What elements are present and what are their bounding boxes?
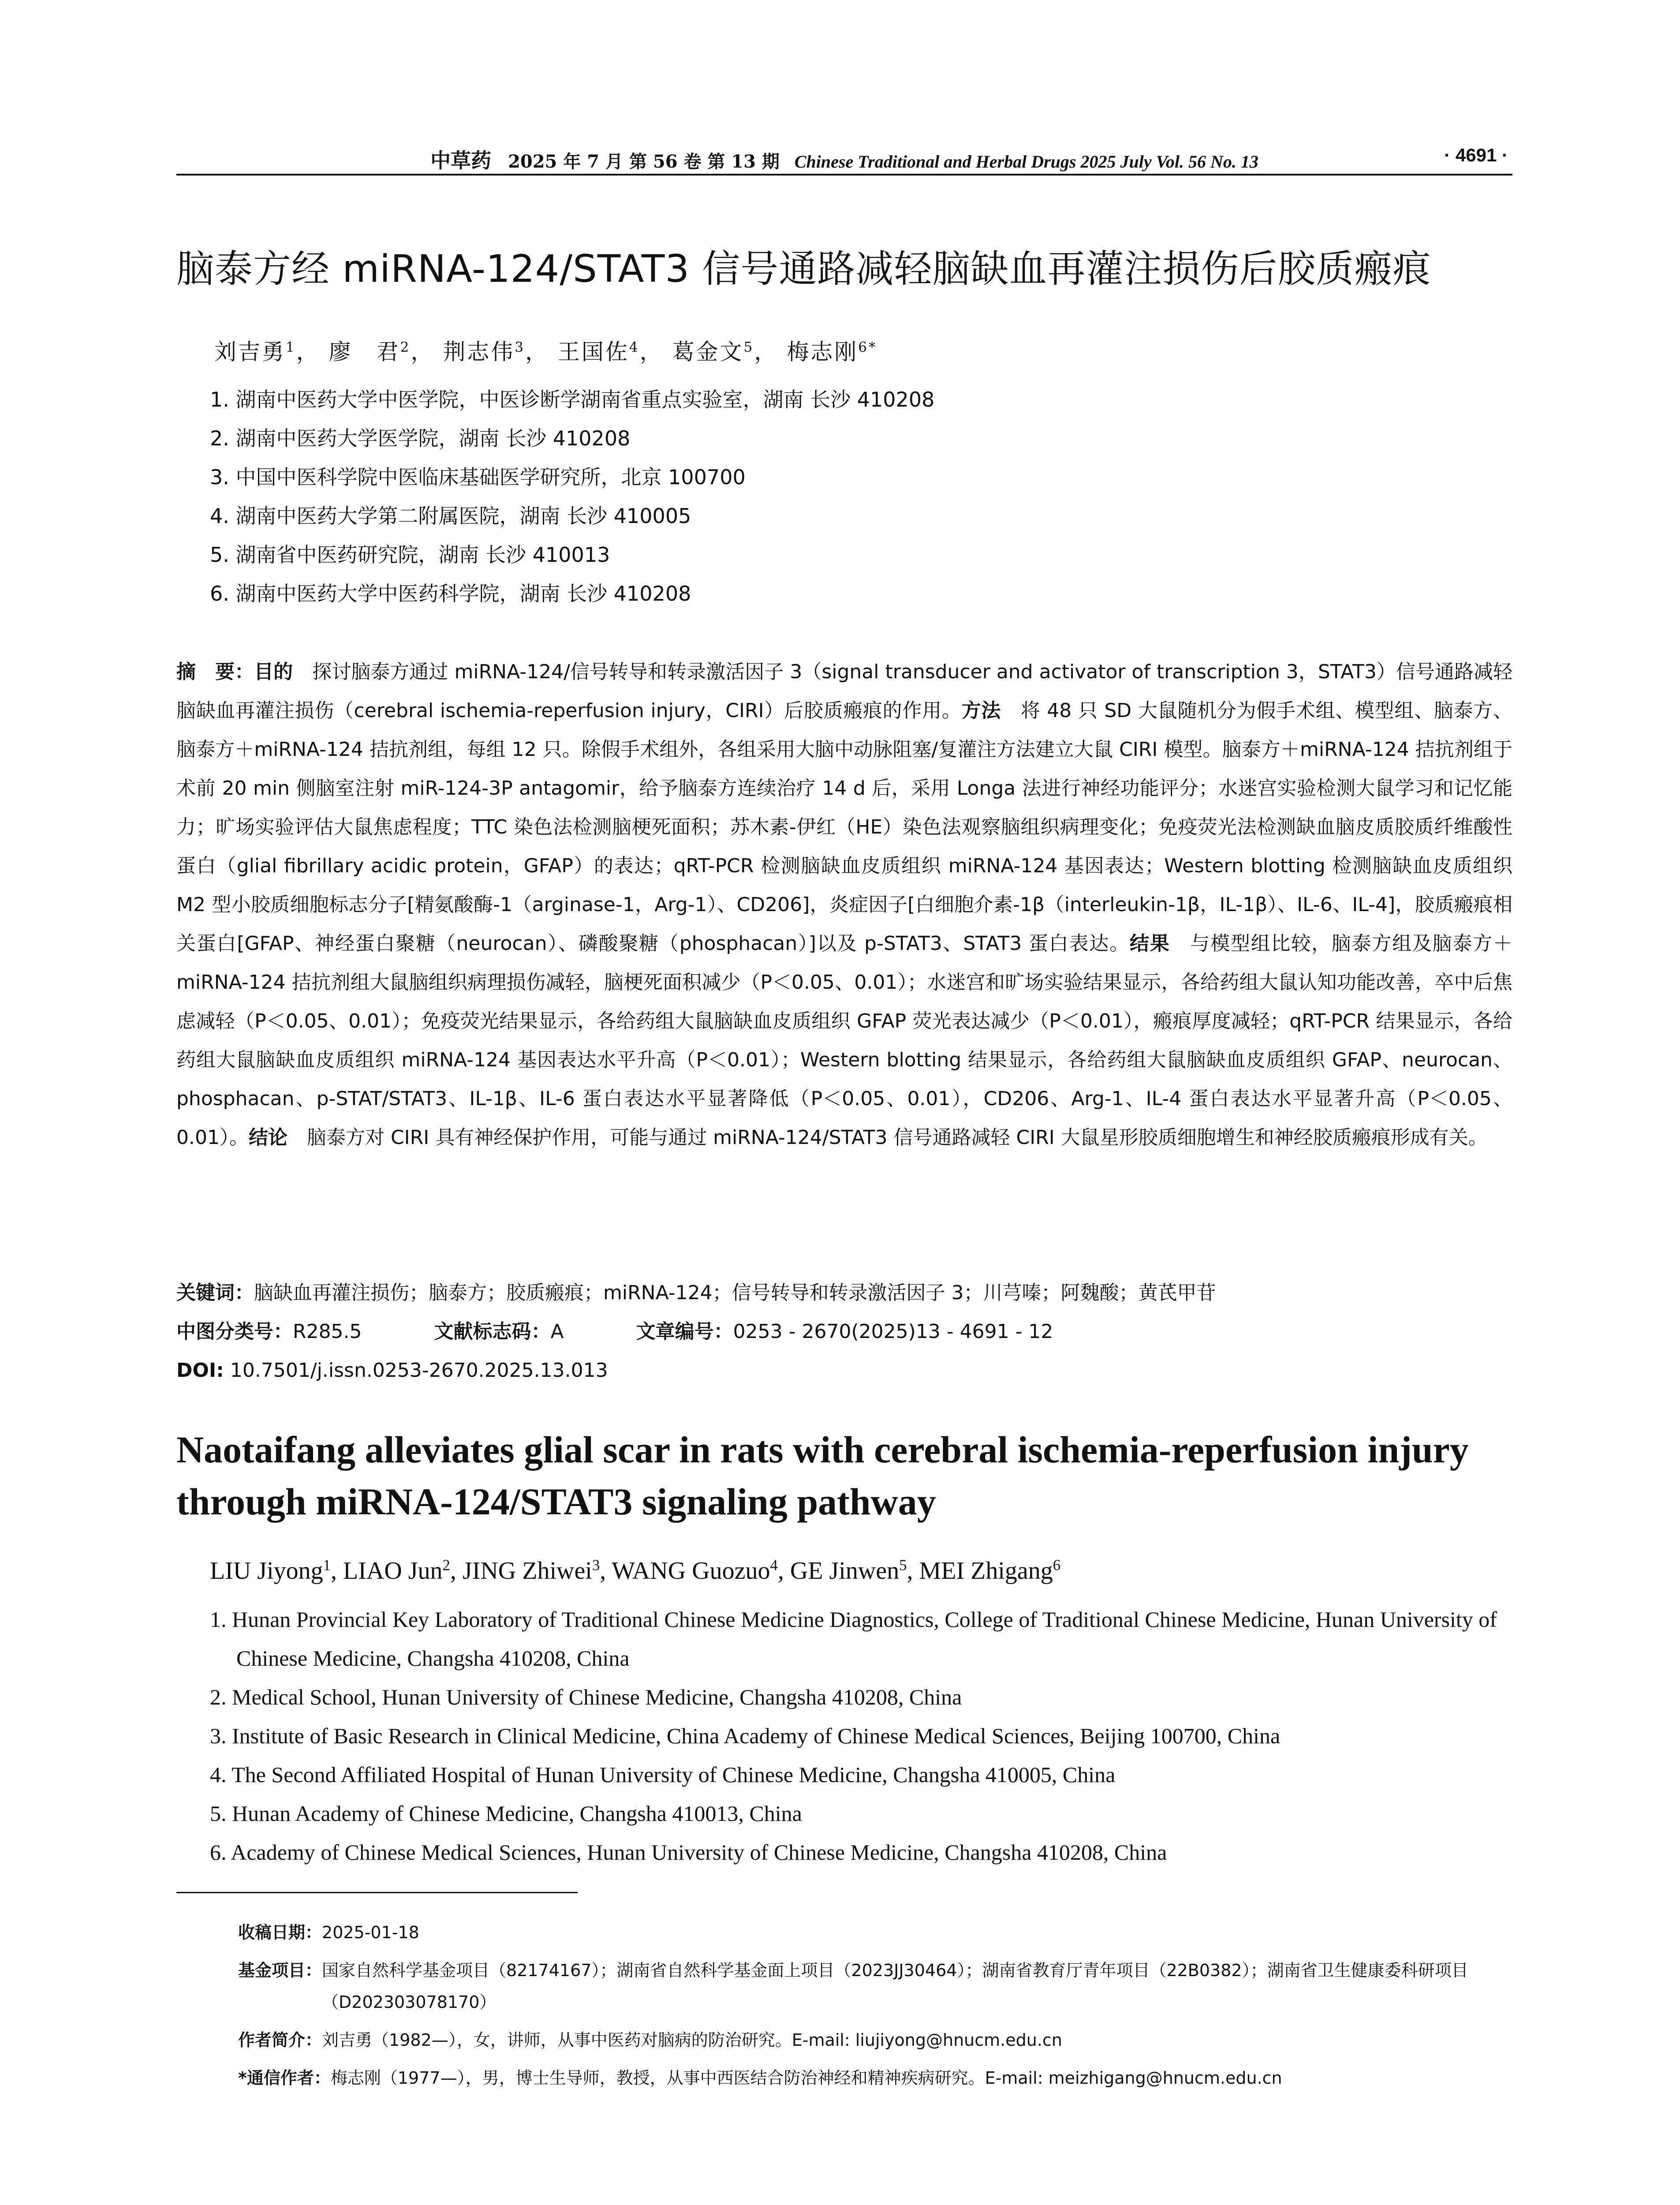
footnote-rule bbox=[176, 1892, 578, 1893]
received-label: 收稿日期： bbox=[238, 1923, 322, 1942]
conclusion-text: 脑泰方对 CIRI 具有神经保护作用，可能与通过 miRNA-124/STAT3 信号通路减轻 CIRI 大鼠星形胶质细胞增生和神经胶质瘢痕形成有关。 bbox=[306, 1126, 1488, 1149]
results-label: 结果 bbox=[1129, 932, 1170, 955]
en-affiliation: 5. Hunan Academy of Chinese Medicine, Changsha 410013, China bbox=[210, 1801, 802, 1826]
author-bio-note bbox=[238, 2024, 1512, 2056]
methods-text: 将 48 只 SD 大鼠随机分为假手术组、模型组、脑泰方、脑泰方＋miRNA-124 拮抗剂组，每组 12 只。除假手术组外，各组采用大脑中动脉阻塞/复灌注方法建立大鼠 CIRI 模型。脑泰方＋miRNA-124 拮抗剂组于术前 20 min 侧脑室注射 miR-124-3P antagomir，给予脑泰方连续治疗 14 d 后，采用 Longa 法进行神经功能评分；水迷宫实验检测大鼠学习和记忆能力；旷场实验评估大鼠焦虑程度；TTC 染色法检测脑梗死面积；苏木素-伊红（HE）染色法观察脑组织病理变化；免疫荧光法检测缺血脑皮质胶质纤维酸性蛋白（glial fibrillary acidic protein，GFAP）的表达；qRT-PCR 检测脑缺血皮质组织 miRNA-124 基因表达；Western blotting 检测脑缺血皮质组织 M2 型小胶质细胞标志分子[精氨酸酶-1（arginase-1，Arg-1）、CD206]，炎症因子[白细胞介素-1β（interleukin-1β，IL-1β）、IL-6、IL-4]，胶质瘢痕相关蛋白[GFAP、神经蛋白聚糖（neurocan）、磷酸聚糖（phosphacan）]以及 p-STAT3、STAT3 蛋白表达。 bbox=[176, 699, 1513, 955]
page-number: · 4691 · bbox=[1444, 145, 1508, 165]
journal-logo: 中草药 bbox=[430, 149, 492, 172]
cn-author: 王国佐$^4$ bbox=[557, 339, 640, 365]
cn-author: 廖 君$^2$ bbox=[329, 339, 411, 365]
footnotes bbox=[238, 1917, 1512, 2100]
en-affiliation: 6. Academy of Chinese Medical Sciences, Hunan University of Chinese Medicine, Changsha 410208, China bbox=[210, 1840, 1167, 1865]
header-en-issue: Chinese Traditional and Herbal Drugs 2025 July Vol. 56 No. 13 bbox=[794, 152, 1258, 172]
en-affiliation: 3. Institute of Basic Research in Clinical Medicine, China Academy of Chinese Medical Sciences, Beijing 100700, China bbox=[210, 1723, 1281, 1748]
objective-label: 目的 bbox=[254, 661, 293, 683]
en-author: JING Zhiwei$^3$ bbox=[462, 1556, 600, 1585]
article-metadata bbox=[176, 1274, 1512, 1390]
bio-value: 刘吉勇（1982—），女，讲师，从事中医药对脑病的防治研究。E-mail: liujiyong@hnucm.edu.cn bbox=[322, 2030, 1062, 2050]
cn-affiliation: 6. 湖南中医药大学中医药科学院，湖南 长沙 410208 bbox=[210, 582, 691, 605]
keywords-value: 脑缺血再灌注损伤；脑泰方；胶质瘢痕；miRNA-124；信号转导和转录激活因子 3；川芎嗪；阿魏酸；黄芪甲苷 bbox=[254, 1282, 1216, 1304]
abstract-label: 摘 要： bbox=[176, 661, 254, 683]
cn-affiliation: 2. 湖南中医药大学医学院，湖南 长沙 410208 bbox=[210, 426, 631, 450]
doc-code-value: A bbox=[550, 1320, 564, 1343]
header-journal-info bbox=[176, 145, 1512, 174]
en-author: LIAO Jun$^2$ bbox=[343, 1556, 450, 1585]
cn-affiliation: 1. 湖南中医药大学中医学院，中医诊断学湖南省重点实验室，湖南 长沙 410208 bbox=[210, 388, 935, 411]
received-date-note bbox=[238, 1917, 1512, 1948]
cn-affiliations bbox=[210, 380, 1515, 613]
en-author: MEI Zhigang$^6$ bbox=[919, 1556, 1061, 1585]
running-header bbox=[176, 142, 1512, 171]
en-affiliations bbox=[210, 1600, 1515, 1872]
keywords-label: 关键词： bbox=[176, 1282, 254, 1304]
classification-line bbox=[176, 1312, 1512, 1351]
received-value: 2025-01-18 bbox=[322, 1923, 419, 1942]
cn-author: 梅志刚$^{6*}$ bbox=[787, 339, 877, 365]
en-author: LIU Jiyong$^1$ bbox=[210, 1556, 331, 1585]
methods-label: 方法 bbox=[961, 699, 1001, 722]
cn-affiliation: 3. 中国中医科学院中医临床基础医学研究所，北京 100700 bbox=[210, 465, 746, 489]
en-authors: LIU Jiyong$^1$, LIAO Jun$^2$, JING Zhiwei$^3$, WANG Guozuo$^4$, GE Jinwen$^5$, MEI Zhigang$^6$ bbox=[210, 1556, 1061, 1585]
cn-affiliation: 5. 湖南省中医药研究院，湖南 长沙 410013 bbox=[210, 543, 610, 567]
en-affiliation: 1. Hunan Provincial Key Laboratory of Traditional Chinese Medicine Diagnostics, College of Traditional Chinese Medicine, Hunan University of Chinese Medicine, Changsha 410208, China bbox=[210, 1607, 1497, 1671]
bio-label: 作者简介： bbox=[238, 2030, 322, 2050]
keywords-line bbox=[176, 1274, 1512, 1312]
article-no-value: 0253 - 2670(2025)13 - 4691 - 12 bbox=[733, 1320, 1053, 1343]
conclusion-label: 结论 bbox=[248, 1126, 287, 1149]
en-affiliation: 2. Medical School, Hunan University of Chinese Medicine, Changsha 410208, China bbox=[210, 1685, 962, 1709]
doi-value[interactable]: 10.7501/j.issn.0253-2670.2025.13.013 bbox=[230, 1359, 608, 1382]
objective-text: 探讨脑泰方通过 miRNA-124/信号转导和转录激活因子 3（signal transducer and activator of transcription 3，STAT3）信号通路减轻脑缺血再灌注损伤（cerebral ischemia-reperfusion injury，CIRI）后胶质瘢痕的作用。 bbox=[176, 661, 1513, 722]
clc-value: R285.5 bbox=[293, 1320, 362, 1343]
doi-line bbox=[176, 1351, 1512, 1390]
doc-code-label: 文献标志码： bbox=[434, 1320, 551, 1343]
fund-note bbox=[238, 1955, 1512, 2018]
header-rule bbox=[176, 174, 1512, 176]
cn-affiliation: 4. 湖南中医药大学第二附属医院，湖南 长沙 410005 bbox=[210, 504, 691, 528]
header-cn-issue: 2025 年 7 月 第 56 卷 第 13 期 bbox=[508, 151, 780, 172]
en-author: GE Jinwen$^5$ bbox=[790, 1556, 907, 1585]
fund-label: 基金项目： bbox=[238, 1961, 322, 1980]
results-text: 与模型组比较，脑泰方组及脑泰方＋miRNA-124 拮抗剂组大鼠脑组织病理损伤减轻，脑梗死面积减少（P＜0.05、0.01）；水迷宫和旷场实验结果显示，各给药组大鼠认知功能改善，卒中后焦虑减轻（P＜0.05、0.01）；免疫荧光结果显示，各给药组大鼠脑缺血皮质组织 GFAP 荧光表达减少（P＜0.01），瘢痕厚度减轻；qRT-PCR 结果显示，各给药组大鼠脑缺血皮质组织 miRNA-124 基因表达水平升高（P＜0.01）；Western blotting 结果显示，各给药组大鼠脑缺血皮质组织 GFAP、neurocan、phosphacan、p-STAT/STAT3、IL-1β、IL-6 蛋白表达水平显著降低（P＜0.05、0.01），CD206、Arg-1、IL-4 蛋白表达水平显著升高（P＜0.05、0.01）。 bbox=[176, 932, 1513, 1149]
doi-label: DOI: bbox=[176, 1359, 224, 1382]
abstract bbox=[176, 653, 1512, 1157]
article-no-label: 文章编号： bbox=[636, 1320, 733, 1343]
en-affiliation: 4. The Second Affiliated Hospital of Hunan University of Chinese Medicine, Changsha 410005, China bbox=[210, 1762, 1116, 1787]
corr-label: *通信作者： bbox=[238, 2068, 331, 2088]
cn-author: 葛金文$^5$ bbox=[672, 339, 754, 365]
cn-title: 脑泰方经 miRNA-124/STAT3 信号通路减轻脑缺血再灌注损伤后胶质瘢痕 bbox=[176, 247, 1431, 291]
en-title: Naotaifang alleviates glial scar in rats with cerebral ischemia-reperfusion injury through miRNA-124/STAT3 signaling pathway bbox=[176, 1428, 1469, 1523]
cn-authors: 刘吉勇$^1$， 廖 君$^2$， 荆志伟$^3$， 王国佐$^4$， 葛金文$^5$， 梅志刚$^{6*}$ bbox=[214, 339, 877, 365]
cn-author: 刘吉勇$^1$ bbox=[214, 339, 296, 365]
fund-value: 国家自然科学基金项目（82174167）；湖南省自然科学基金面上项目（2023JJ30464）；湖南省教育厅青年项目（22B0382）；湖南省卫生健康委科研项目（D202303078170） bbox=[322, 1961, 1468, 2012]
clc-label: 中图分类号： bbox=[176, 1320, 293, 1343]
en-author: WANG Guozuo$^4$ bbox=[612, 1556, 778, 1585]
corr-value: 梅志刚（1977—），男，博士生导师，教授，从事中西医结合防治神经和精神疾病研究。E-mail: meizhigang@hnucm.edu.cn bbox=[330, 2068, 1282, 2088]
corresponding-author-note bbox=[238, 2062, 1512, 2094]
cn-author: 荆志伟$^3$ bbox=[443, 339, 526, 365]
